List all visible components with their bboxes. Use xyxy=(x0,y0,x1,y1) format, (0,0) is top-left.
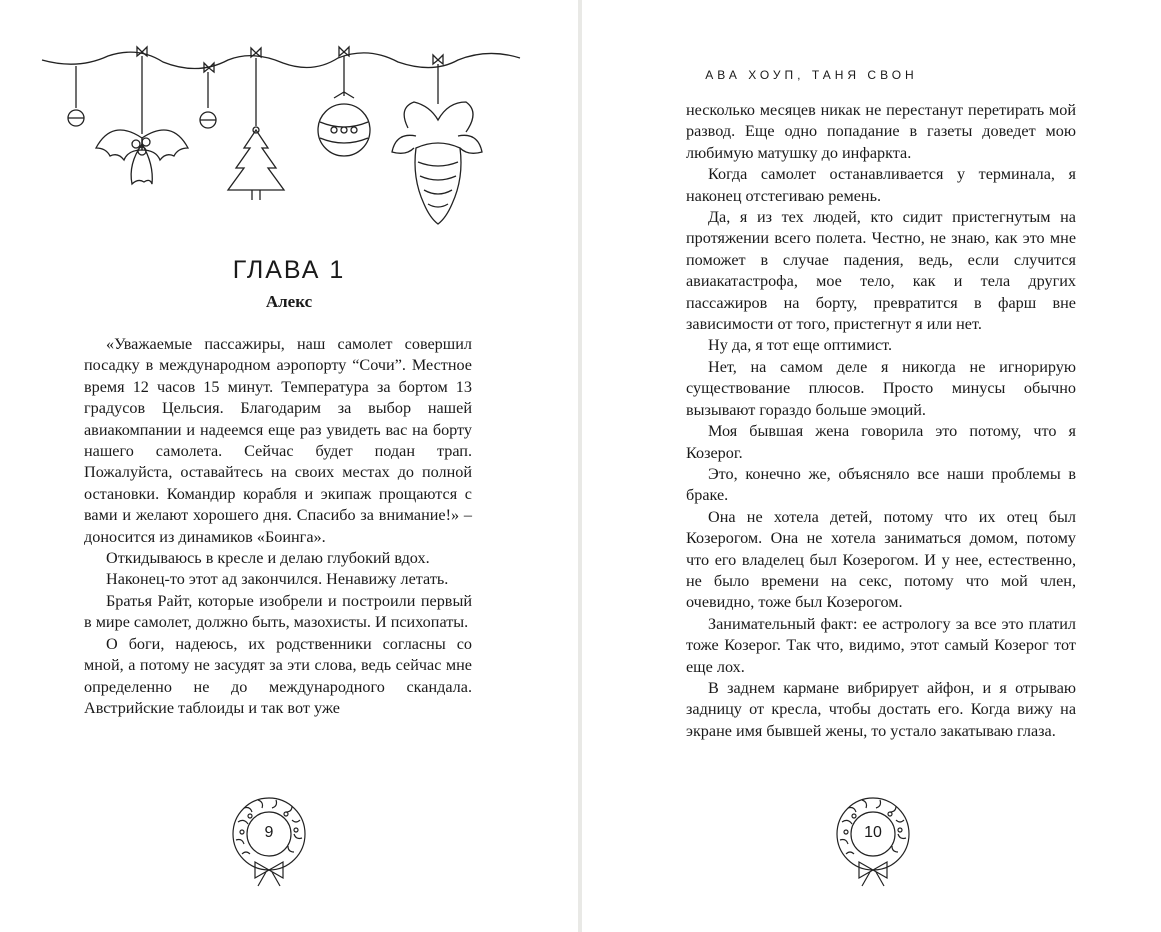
running-header: АВА ХОУП, ТАНЯ СВОН xyxy=(705,68,918,82)
paragraph: Братья Райт, которые изобрели и построили первый в мире самолет, должно быть, мазохисты. И психопаты. xyxy=(84,591,472,632)
paragraph: О боги, надеюсь, их родственники согласны со мной, а потому не засудят за эти слова, ведь сейчас мне определенно не до международного скандала. Австрийские таблоиды и так вот уже xyxy=(84,634,472,717)
paragraph: В заднем кармане вибрирует айфон, и я отрываю задницу от кресла, чтобы достать его. Когда вижу на экране имя бывшей жены, то устало закатываю глаза. xyxy=(686,678,1076,740)
right-page xyxy=(582,0,1161,932)
paragraph: Моя бывшая жена говорила это потому, что я Козерог. xyxy=(686,422,1076,462)
paragraph: «Уважаемые пассажиры, наш самолет совершил посадку в международном аэропорту “Сочи”. Местное время 12 часов 15 минут. Температура за бортом 13 градусов Цельсия. Благодарим за выбор нашей авиакомпании и надеемся еще раз увидеть вас на борту нашего самолета. Сейчас будет подан трап. Пожалуйста, оставайтесь на своих местах до полной остановки. Командир корабля и экипаж прощаются с вами и желают хорошего дня. Спасибо за внимание!» – доносится из динамиков «Боинга». xyxy=(84,335,472,546)
page-number-wreath xyxy=(228,792,310,888)
page-number-wreath xyxy=(832,792,914,888)
christmas-garland-illustration xyxy=(38,38,528,238)
paragraph: Наконец-то этот ад закончился. Ненавижу летать. xyxy=(106,570,449,589)
page-number: 9 xyxy=(264,824,274,841)
page-number: 10 xyxy=(864,824,882,841)
right-page-body xyxy=(686,100,1076,742)
paragraph: Да, я из тех людей, кто сидит пристегнутым на протяжении всего полета. Честно, не знаю, как это мне поможет в случае падения, ведь, если случится авиакатастрофа, мое тело, как и тела других пассажиров на борту, превратится в фарш вне зависимости от того, пристегнут я или нет. xyxy=(686,208,1076,334)
paragraph: Когда самолет останавливается у терминала, я наконец отстегиваю ремень. xyxy=(686,165,1076,205)
chapter-title: ГЛАВА 1 xyxy=(232,256,346,284)
paragraph: Она не хотела детей, потому что их отец был Козерогом. Она не хотела заниматься домом, потому что его владелец был Козерогом. И у нее, естественно, не было времени на секс, потому что мой член, очевидно, тоже был Козерогом. xyxy=(686,507,1076,612)
paragraph: Это, конечно же, объясняло все наши проблемы в браке. xyxy=(686,464,1076,505)
left-page-body xyxy=(84,334,472,719)
paragraph: Откидываюсь в кресле и делаю глубокий вдох. xyxy=(106,549,430,568)
left-page xyxy=(0,0,578,932)
paragraph: Занимательный факт: ее астрологу за все это платил тоже Козерог. Так что, видимо, этот самый Козерог тот еще лох. xyxy=(686,614,1076,676)
paragraph: Нет, на самом деле я никогда не игнорирую существование плюсов. Просто минусы обычно вызывают гораздо больше эмоций. xyxy=(686,357,1076,419)
paragraph: несколько месяцев никак не перестанут перетирать мой развод. Еще одно попадание в газеты доведет мою любимую матушку до инфаркта. xyxy=(686,101,1076,162)
chapter-subtitle: Алекс xyxy=(265,292,313,311)
paragraph: Ну да, я тот еще оптимист. xyxy=(708,336,893,355)
